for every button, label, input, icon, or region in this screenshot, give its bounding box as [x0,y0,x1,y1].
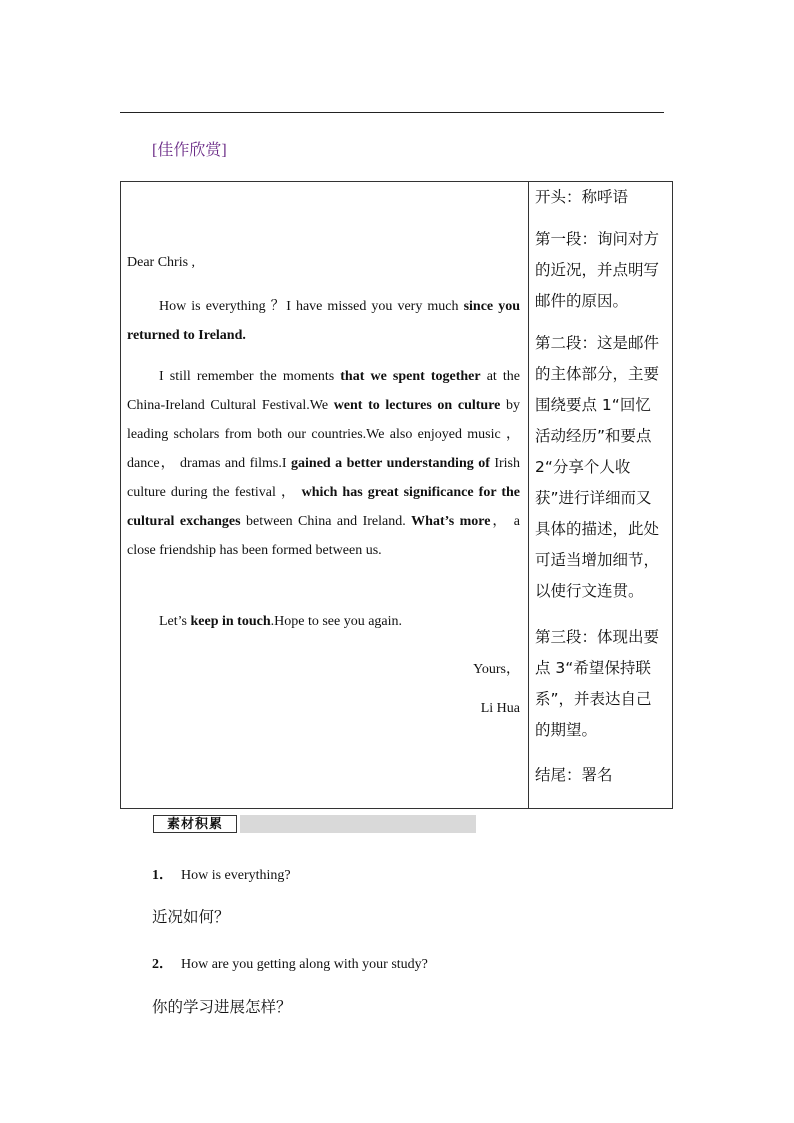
letter-paragraph-2 [127,362,520,565]
item-number: 1． [152,868,173,883]
key-phrase: that we spent together [340,369,481,384]
text-run: Irish culture during the festival ， [127,456,520,500]
letter-signature: Li Hua [480,701,520,716]
list-item [152,864,291,884]
item-chinese: 你的学习进展怎样？ [152,998,292,1016]
section-title: [佳作欣赏] [152,142,227,159]
key-phrase: went to lectures on culture [333,398,501,413]
key-phrase: since you returned to Ireland. [127,299,521,343]
text-run: between China and Ireland. [240,514,412,529]
key-phrase: keep in touch [190,614,271,629]
text-run: ， a close friendship has been formed between us. [127,514,520,558]
item-english: How are you getting along with your study? [181,957,428,972]
letter-paragraph-1 [127,292,520,350]
letter-column [121,182,529,808]
essay-table [120,181,673,809]
letter-paragraph-3 [127,607,520,636]
note-ending: 结尾：署名 [535,766,613,784]
key-phrase: which has great significance for the cultural exchanges [127,485,520,529]
note-opening: 开头：称呼语 [535,188,629,206]
top-rule [120,112,664,113]
key-phrase: gained a better understanding of [291,456,490,471]
notes-column [529,182,672,808]
text-run: How is everything ？I have missed you very much [159,299,464,314]
letter-closing: Yours， [473,662,520,677]
badge-bar [240,815,476,833]
text-run: I still remember the moments [159,369,341,384]
note-paragraph-1: 第一段：询问对方的近况，并点明写邮件的原因。 [535,230,660,310]
item-number: 2． [152,957,173,972]
item-chinese: 近况如何？ [152,908,230,926]
letter-greeting: Dear Chris , [127,255,196,270]
material-badge: 素材积累 [153,815,237,833]
note-paragraph-3: 第三段：体现出要点 3“希望保持联系”，并表达自己的期望。 [535,628,660,739]
list-item [152,953,428,973]
item-english: How is everything? [181,868,291,883]
note-paragraph-2: 第二段：这是邮件的主体部分，主要围绕要点 1“回忆活动经历”和要点 2“分享个人收获”进行详细而又具体的描述，此处可适当增加细节，以使行文连贯。 [535,334,660,600]
text-run: by leading scholars from both our countries.We also enjoyed music ， dance， dramas and films.I [127,398,521,471]
text-run: Let’s [159,614,191,629]
text-run: .Hope to see you again. [270,614,403,629]
key-phrase: What’s more [411,514,491,529]
text-run: at the China-Ireland Cultural Festival.We [127,369,520,413]
